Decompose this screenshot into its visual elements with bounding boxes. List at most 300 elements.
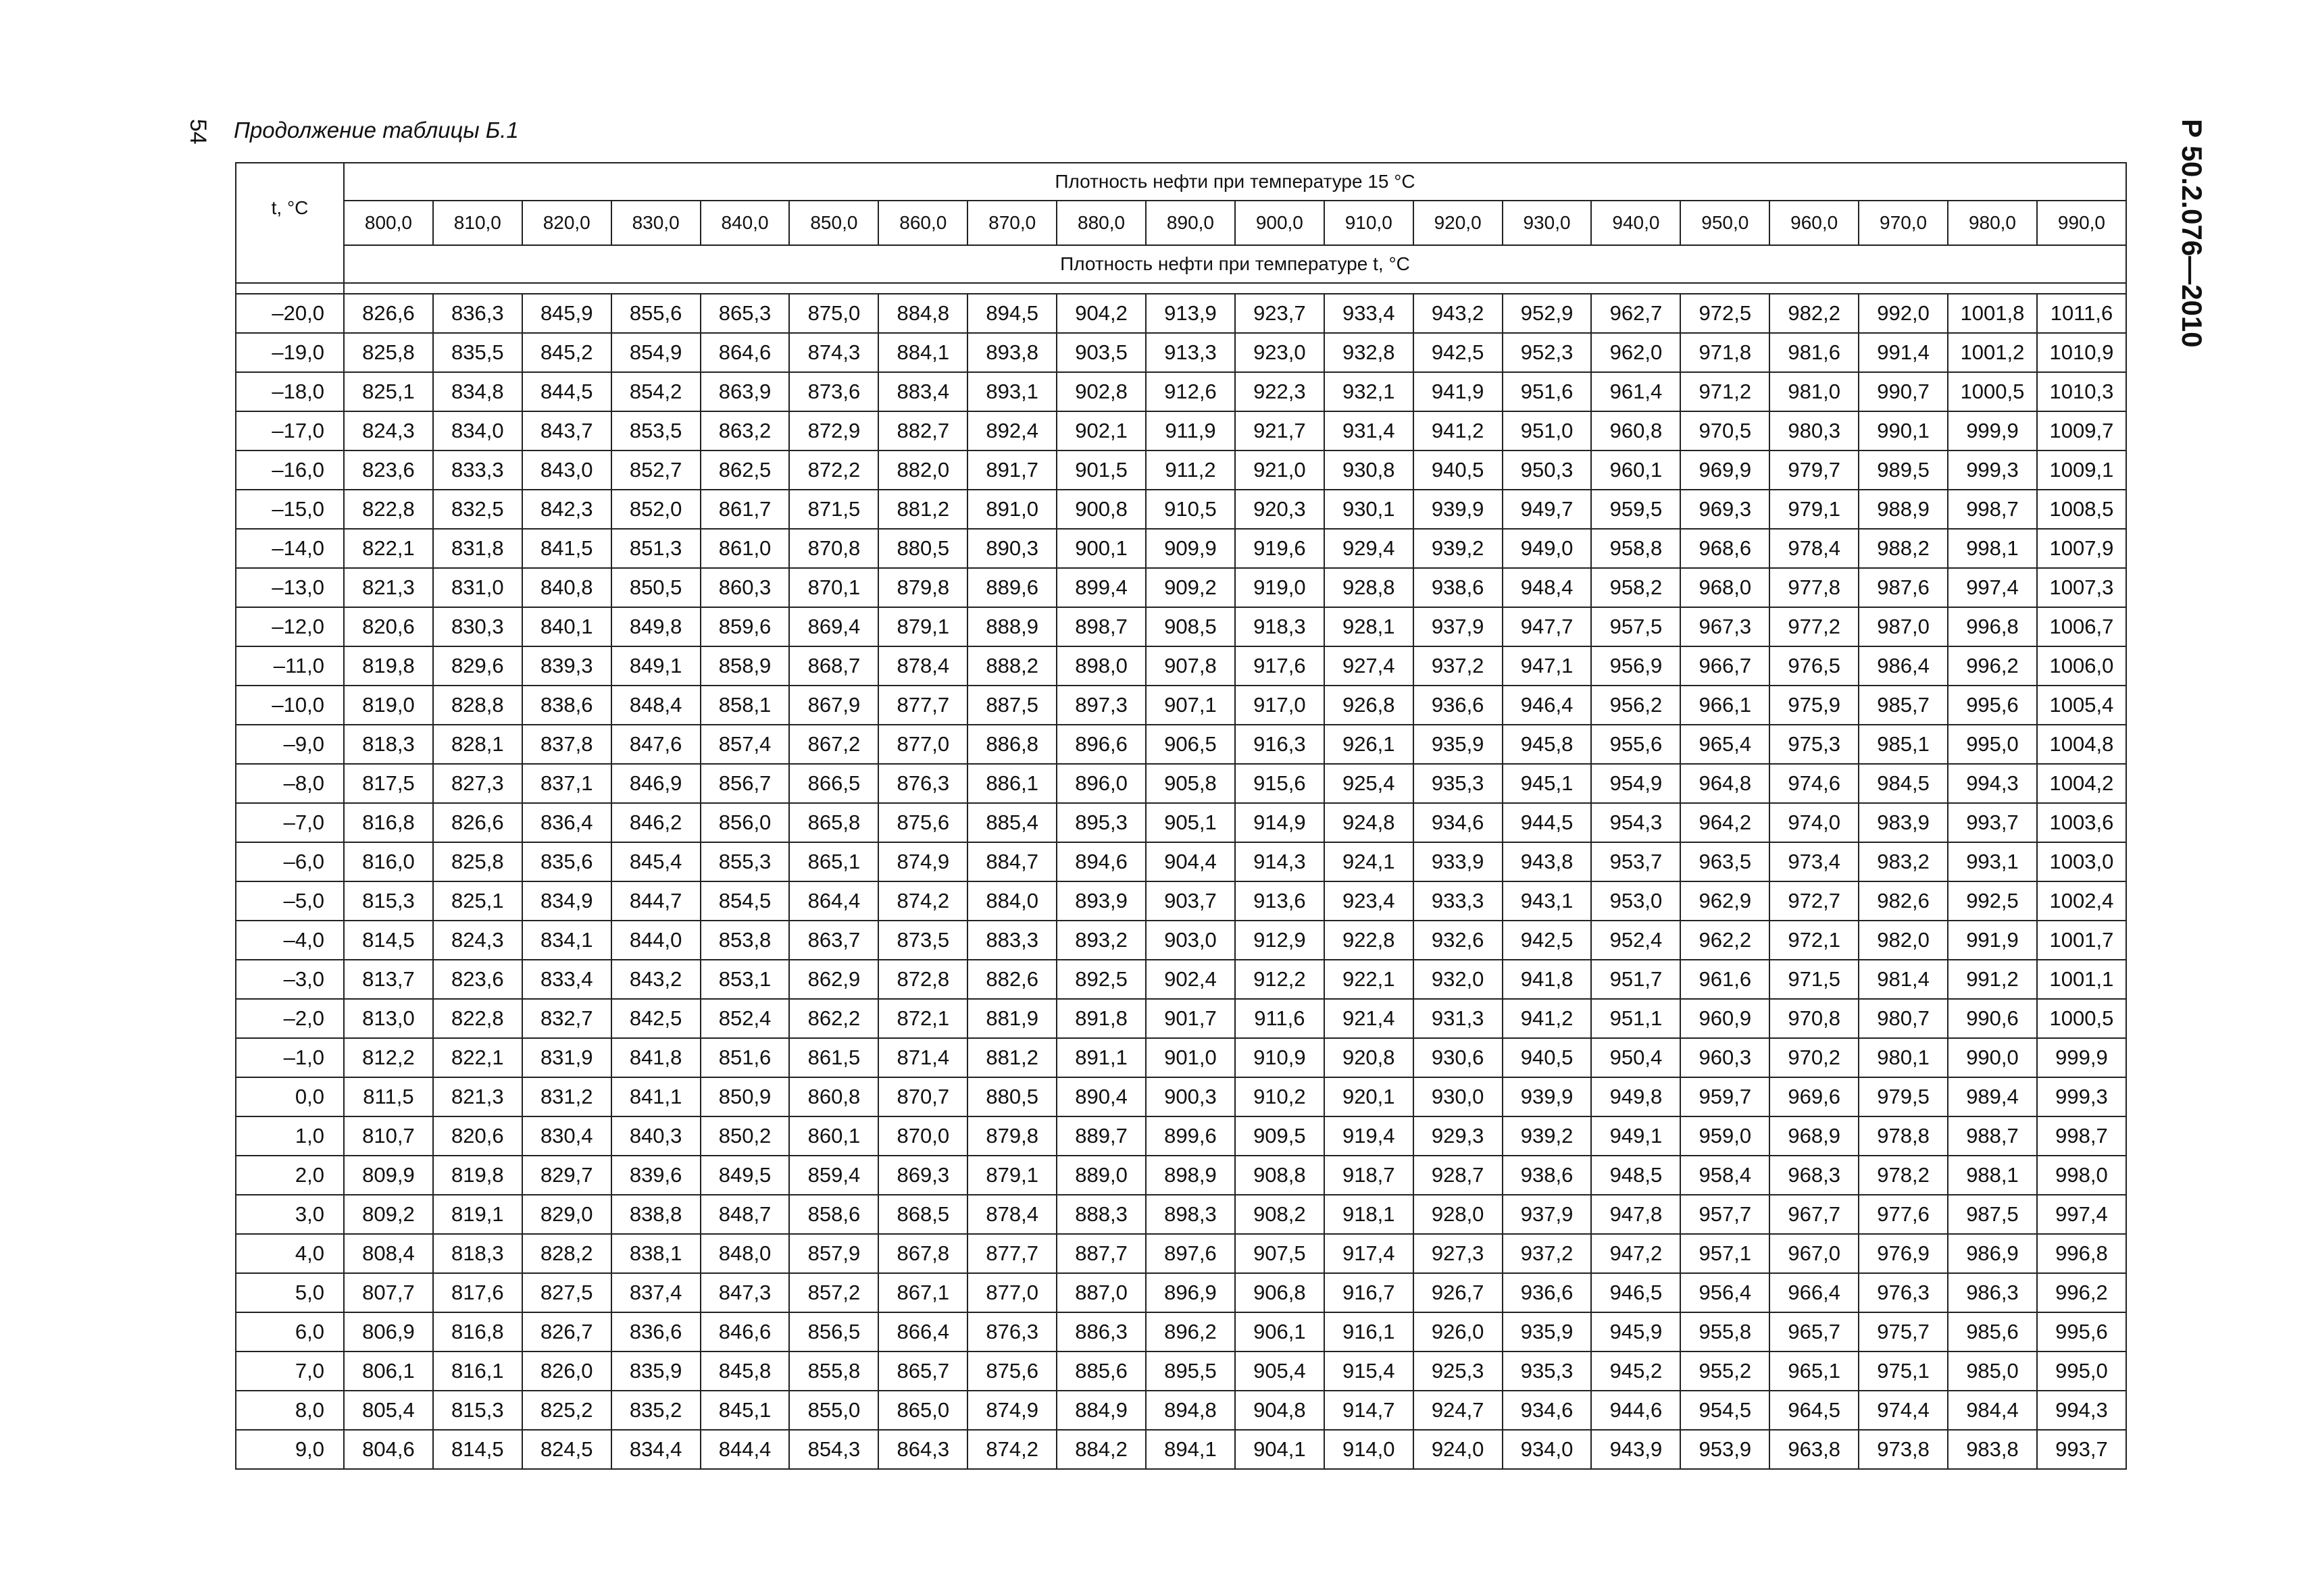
density-cell: 957,1 xyxy=(1680,1234,1769,1273)
density-cell: 872,9 xyxy=(789,411,878,451)
density-column-header: 910,0 xyxy=(1324,201,1413,245)
density-cell: 969,9 xyxy=(1680,451,1769,490)
density-column-header: 870,0 xyxy=(967,201,1057,245)
density-cell: 946,4 xyxy=(1503,686,1592,725)
density-cell: 934,6 xyxy=(1413,803,1503,842)
density-cell: 967,7 xyxy=(1769,1195,1859,1234)
density-column-header: 820,0 xyxy=(522,201,611,245)
density-cell: 988,7 xyxy=(1948,1116,2037,1156)
density-cell: 875,6 xyxy=(967,1352,1057,1391)
density-cell: 824,3 xyxy=(433,921,522,960)
density-cell: 828,2 xyxy=(522,1234,611,1273)
density-cell: 825,2 xyxy=(522,1391,611,1430)
density-cell: 805,4 xyxy=(344,1391,433,1430)
density-cell: 991,4 xyxy=(1859,333,1948,372)
density-cell: 923,4 xyxy=(1324,881,1413,921)
density-cell: 814,5 xyxy=(433,1430,522,1469)
density-cell: 977,6 xyxy=(1859,1195,1948,1234)
density-cell: 855,3 xyxy=(701,842,790,881)
density-cell: 806,1 xyxy=(344,1352,433,1391)
temperature-cell: –9,0 xyxy=(236,725,344,764)
density-cell: 894,5 xyxy=(967,294,1057,333)
density-cell: 1003,6 xyxy=(2037,803,2126,842)
temperature-column-header: t, °C xyxy=(236,163,344,283)
table-row xyxy=(236,999,2126,1038)
density-cell: 991,2 xyxy=(1948,960,2037,999)
density-cell: 914,3 xyxy=(1235,842,1324,881)
density-cell: 901,5 xyxy=(1057,451,1146,490)
temperature-cell: –11,0 xyxy=(236,646,344,686)
density-cell: 906,8 xyxy=(1235,1273,1324,1312)
density-cell: 979,5 xyxy=(1859,1077,1948,1116)
density-cell: 956,4 xyxy=(1680,1273,1769,1312)
density-cell: 935,3 xyxy=(1503,1352,1592,1391)
density-cell: 862,9 xyxy=(789,960,878,999)
density-cell: 907,1 xyxy=(1146,686,1235,725)
density-cell: 821,3 xyxy=(433,1077,522,1116)
density-cell: 816,8 xyxy=(433,1312,522,1352)
density-cell: 923,7 xyxy=(1235,294,1324,333)
density-column-header: 800,0 xyxy=(344,201,433,245)
density-cell: 925,3 xyxy=(1413,1352,1503,1391)
temperature-cell: 4,0 xyxy=(236,1234,344,1273)
density-cell: 837,8 xyxy=(522,725,611,764)
density-cell: 884,2 xyxy=(1057,1430,1146,1469)
density-cell: 965,1 xyxy=(1769,1352,1859,1391)
density-cell: 948,4 xyxy=(1503,568,1592,607)
density-cell: 869,4 xyxy=(789,607,878,646)
density-cell: 924,7 xyxy=(1413,1391,1503,1430)
density-cell: 952,4 xyxy=(1591,921,1680,960)
density-column-header: 920,0 xyxy=(1413,201,1503,245)
density-cell: 980,7 xyxy=(1859,999,1948,1038)
density-cell: 919,0 xyxy=(1235,568,1324,607)
density-cell: 884,8 xyxy=(878,294,967,333)
density-cell: 921,0 xyxy=(1235,451,1324,490)
density-cell: 877,7 xyxy=(967,1234,1057,1273)
density-cell: 1001,7 xyxy=(2037,921,2126,960)
temperature-cell: 1,0 xyxy=(236,1116,344,1156)
density-cell: 878,4 xyxy=(967,1195,1057,1234)
density-cell: 968,0 xyxy=(1680,568,1769,607)
density-cell: 829,6 xyxy=(433,646,522,686)
density-cell: 863,9 xyxy=(701,372,790,411)
density-cell: 1001,1 xyxy=(2037,960,2126,999)
temperature-cell: –17,0 xyxy=(236,411,344,451)
density-cell: 881,9 xyxy=(967,999,1057,1038)
density-cell: 988,9 xyxy=(1859,490,1948,529)
density-table xyxy=(235,162,2127,1470)
table-row xyxy=(236,764,2126,803)
density-cell: 837,4 xyxy=(611,1273,701,1312)
density-cell: 908,2 xyxy=(1235,1195,1324,1234)
density-cell: 893,8 xyxy=(967,333,1057,372)
density-cell: 822,8 xyxy=(344,490,433,529)
table-row xyxy=(236,294,2126,333)
density-cell: 943,1 xyxy=(1503,881,1592,921)
density-cell: 959,5 xyxy=(1591,490,1680,529)
density-cell: 838,1 xyxy=(611,1234,701,1273)
density-cell: 1002,4 xyxy=(2037,881,2126,921)
density-cell: 944,5 xyxy=(1503,803,1592,842)
density-cell: 885,6 xyxy=(1057,1352,1146,1391)
density-cell: 913,6 xyxy=(1235,881,1324,921)
density-cell: 859,6 xyxy=(701,607,790,646)
density-cell: 946,5 xyxy=(1591,1273,1680,1312)
density-cell: 955,6 xyxy=(1591,725,1680,764)
density-cell: 987,6 xyxy=(1859,568,1948,607)
density-cell: 995,0 xyxy=(2037,1352,2126,1391)
density-cell: 986,3 xyxy=(1948,1273,2037,1312)
density-cell: 860,1 xyxy=(789,1116,878,1156)
density-cell: 980,3 xyxy=(1769,411,1859,451)
density-cell: 903,5 xyxy=(1057,333,1146,372)
density-cell: 956,2 xyxy=(1591,686,1680,725)
density-cell: 978,4 xyxy=(1769,529,1859,568)
density-cell: 931,3 xyxy=(1413,999,1503,1038)
density-cell: 861,7 xyxy=(701,490,790,529)
density-cell: 899,4 xyxy=(1057,568,1146,607)
table-row xyxy=(236,1273,2126,1312)
density-cell: 988,1 xyxy=(1948,1156,2037,1195)
density-cell: 891,0 xyxy=(967,490,1057,529)
density-cell: 873,6 xyxy=(789,372,878,411)
density-column-header: 960,0 xyxy=(1769,201,1859,245)
density-cell: 951,7 xyxy=(1591,960,1680,999)
density-cell: 901,7 xyxy=(1146,999,1235,1038)
density-cell: 989,5 xyxy=(1859,451,1948,490)
density-cell: 814,5 xyxy=(344,921,433,960)
density-cell: 884,0 xyxy=(967,881,1057,921)
temperature-cell: –5,0 xyxy=(236,881,344,921)
density-cell: 868,5 xyxy=(878,1195,967,1234)
density-cell: 1007,3 xyxy=(2037,568,2126,607)
density-cell: 939,2 xyxy=(1503,1116,1592,1156)
density-cell: 830,3 xyxy=(433,607,522,646)
density-cell: 817,5 xyxy=(344,764,433,803)
density-cell: 888,2 xyxy=(967,646,1057,686)
density-column-header: 940,0 xyxy=(1591,201,1680,245)
temperature-cell: 2,0 xyxy=(236,1156,344,1195)
density-cell: 999,3 xyxy=(1948,451,2037,490)
temperature-cell: 6,0 xyxy=(236,1312,344,1352)
density-cell: 904,8 xyxy=(1235,1391,1324,1430)
density-cell: 880,5 xyxy=(878,529,967,568)
density-cell: 898,0 xyxy=(1057,646,1146,686)
density-cell: 941,2 xyxy=(1413,411,1503,451)
density-cell: 994,3 xyxy=(1948,764,2037,803)
density-cell: 951,1 xyxy=(1591,999,1680,1038)
density-cell: 838,6 xyxy=(522,686,611,725)
density-cell: 950,3 xyxy=(1503,451,1592,490)
density-cell: 879,8 xyxy=(967,1116,1057,1156)
density-cell: 963,8 xyxy=(1769,1430,1859,1469)
density-cell: 835,6 xyxy=(522,842,611,881)
density-cell: 920,1 xyxy=(1324,1077,1413,1116)
density-column-header: 850,0 xyxy=(789,201,878,245)
density-cell: 850,5 xyxy=(611,568,701,607)
density-cell: 841,1 xyxy=(611,1077,701,1116)
density-cell: 824,3 xyxy=(344,411,433,451)
density-cell: 822,1 xyxy=(344,529,433,568)
density-cell: 949,1 xyxy=(1591,1116,1680,1156)
density-cell: 898,7 xyxy=(1057,607,1146,646)
density-cell: 886,8 xyxy=(967,725,1057,764)
density-cell: 867,2 xyxy=(789,725,878,764)
density-cell: 995,6 xyxy=(2037,1312,2126,1352)
density-cell: 858,6 xyxy=(789,1195,878,1234)
table-body xyxy=(236,294,2126,1469)
density-cell: 968,3 xyxy=(1769,1156,1859,1195)
density-cell: 975,3 xyxy=(1769,725,1859,764)
density-cell: 866,5 xyxy=(789,764,878,803)
density-cell: 816,1 xyxy=(433,1352,522,1391)
density-cell: 826,7 xyxy=(522,1312,611,1352)
density-cell: 825,1 xyxy=(433,881,522,921)
table-row xyxy=(236,529,2126,568)
table-row xyxy=(236,881,2126,921)
density-cell: 970,5 xyxy=(1680,411,1769,451)
density-cell: 945,9 xyxy=(1591,1312,1680,1352)
density-cell: 937,9 xyxy=(1503,1195,1592,1234)
density-cell: 945,1 xyxy=(1503,764,1592,803)
density-cell: 818,3 xyxy=(344,725,433,764)
density-cell: 934,0 xyxy=(1503,1430,1592,1469)
density-cell: 942,5 xyxy=(1503,921,1592,960)
density-cell: 912,2 xyxy=(1235,960,1324,999)
density-cell: 927,3 xyxy=(1413,1234,1503,1273)
density-cell: 868,7 xyxy=(789,646,878,686)
density-cell: 904,2 xyxy=(1057,294,1146,333)
density-cell: 870,8 xyxy=(789,529,878,568)
density-cell: 867,1 xyxy=(878,1273,967,1312)
density-cell: 968,9 xyxy=(1769,1116,1859,1156)
density-cell: 897,6 xyxy=(1146,1234,1235,1273)
density-cell: 953,0 xyxy=(1591,881,1680,921)
density-cell: 872,1 xyxy=(878,999,967,1038)
density-column-headers xyxy=(236,201,2126,245)
density-cell: 881,2 xyxy=(967,1038,1057,1077)
density-cell: 939,9 xyxy=(1413,490,1503,529)
table-row xyxy=(236,1352,2126,1391)
density-cell: 860,8 xyxy=(789,1077,878,1116)
density-cell: 978,8 xyxy=(1859,1116,1948,1156)
density-cell: 825,8 xyxy=(344,333,433,372)
temperature-cell: –6,0 xyxy=(236,842,344,881)
density-cell: 1001,2 xyxy=(1948,333,2037,372)
density-cell: 863,2 xyxy=(701,411,790,451)
density-cell: 823,6 xyxy=(344,451,433,490)
temperature-cell: 0,0 xyxy=(236,1077,344,1116)
temperature-cell: –13,0 xyxy=(236,568,344,607)
density-column-header: 950,0 xyxy=(1680,201,1769,245)
density-cell: 954,9 xyxy=(1591,764,1680,803)
density-cell: 993,7 xyxy=(1948,803,2037,842)
density-cell: 844,5 xyxy=(522,372,611,411)
density-cell: 965,7 xyxy=(1769,1312,1859,1352)
density-cell: 929,4 xyxy=(1324,529,1413,568)
density-cell: 905,4 xyxy=(1235,1352,1324,1391)
density-cell: 957,5 xyxy=(1591,607,1680,646)
density-cell: 947,1 xyxy=(1503,646,1592,686)
density-cell: 880,5 xyxy=(967,1077,1057,1116)
density-cell: 861,0 xyxy=(701,529,790,568)
density-cell: 890,3 xyxy=(967,529,1057,568)
density-cell: 924,8 xyxy=(1324,803,1413,842)
density-cell: 844,0 xyxy=(611,921,701,960)
temperature-cell: 9,0 xyxy=(236,1430,344,1469)
density-cell: 900,8 xyxy=(1057,490,1146,529)
density-cell: 945,2 xyxy=(1591,1352,1680,1391)
density-cell: 816,0 xyxy=(344,842,433,881)
density-cell: 963,5 xyxy=(1680,842,1769,881)
density-column-header: 930,0 xyxy=(1503,201,1592,245)
density-cell: 917,6 xyxy=(1235,646,1324,686)
density-cell: 874,2 xyxy=(967,1430,1057,1469)
density-cell: 852,7 xyxy=(611,451,701,490)
density-cell: 860,3 xyxy=(701,568,790,607)
density-cell: 829,0 xyxy=(522,1195,611,1234)
density-cell: 874,2 xyxy=(878,881,967,921)
density-cell: 900,3 xyxy=(1146,1077,1235,1116)
density-cell: 858,1 xyxy=(701,686,790,725)
density-cell: 836,4 xyxy=(522,803,611,842)
density-cell: 947,7 xyxy=(1503,607,1592,646)
density-cell: 846,2 xyxy=(611,803,701,842)
density-cell: 856,5 xyxy=(789,1312,878,1352)
density-cell: 819,0 xyxy=(344,686,433,725)
density-cell: 883,4 xyxy=(878,372,967,411)
density-cell: 923,0 xyxy=(1235,333,1324,372)
density-cell: 947,8 xyxy=(1591,1195,1680,1234)
density-cell: 990,0 xyxy=(1948,1038,2037,1077)
density-cell: 981,6 xyxy=(1769,333,1859,372)
density-cell: 995,6 xyxy=(1948,686,2037,725)
density-cell: 962,2 xyxy=(1680,921,1769,960)
density-cell: 838,8 xyxy=(611,1195,701,1234)
temperature-cell: –10,0 xyxy=(236,686,344,725)
density-cell: 916,1 xyxy=(1324,1312,1413,1352)
density-cell: 841,8 xyxy=(611,1038,701,1077)
density-cell: 804,6 xyxy=(344,1430,433,1469)
density-cell: 884,7 xyxy=(967,842,1057,881)
density-cell: 919,4 xyxy=(1324,1116,1413,1156)
temperature-cell: –1,0 xyxy=(236,1038,344,1077)
density-cell: 808,4 xyxy=(344,1234,433,1273)
density-cell: 831,2 xyxy=(522,1077,611,1116)
density-cell: 845,4 xyxy=(611,842,701,881)
density-cell: 1009,1 xyxy=(2037,451,2126,490)
table-row xyxy=(236,646,2126,686)
density-cell: 819,8 xyxy=(344,646,433,686)
density-cell: 906,5 xyxy=(1146,725,1235,764)
density-cell: 989,4 xyxy=(1948,1077,2037,1116)
density-15c-header: Плотность нефти при температуре 15 °C xyxy=(344,163,2126,201)
density-cell: 908,5 xyxy=(1146,607,1235,646)
density-cell: 972,7 xyxy=(1769,881,1859,921)
density-cell: 954,3 xyxy=(1591,803,1680,842)
table-caption: Продолжение таблицы Б.1 xyxy=(234,118,519,143)
density-cell: 1001,8 xyxy=(1948,294,2037,333)
density-cell: 857,2 xyxy=(789,1273,878,1312)
density-cell: 933,9 xyxy=(1413,842,1503,881)
density-cell: 875,6 xyxy=(878,803,967,842)
density-cell: 813,0 xyxy=(344,999,433,1038)
density-cell: 893,9 xyxy=(1057,881,1146,921)
density-cell: 899,6 xyxy=(1146,1116,1235,1156)
density-cell: 979,1 xyxy=(1769,490,1859,529)
density-cell: 891,1 xyxy=(1057,1038,1146,1077)
density-cell: 909,2 xyxy=(1146,568,1235,607)
table-row xyxy=(236,490,2126,529)
density-cell: 844,4 xyxy=(701,1430,790,1469)
density-cell: 959,7 xyxy=(1680,1077,1769,1116)
table-row xyxy=(236,411,2126,451)
density-column-header: 890,0 xyxy=(1146,201,1235,245)
density-cell: 955,8 xyxy=(1680,1312,1769,1352)
density-cell: 975,1 xyxy=(1859,1352,1948,1391)
density-cell: 914,0 xyxy=(1324,1430,1413,1469)
density-column-header: 840,0 xyxy=(701,201,790,245)
density-cell: 928,7 xyxy=(1413,1156,1503,1195)
density-cell: 941,8 xyxy=(1503,960,1592,999)
density-cell: 895,3 xyxy=(1057,803,1146,842)
table-header xyxy=(236,163,2126,294)
density-cell: 882,6 xyxy=(967,960,1057,999)
density-cell: 877,0 xyxy=(967,1273,1057,1312)
density-cell: 996,2 xyxy=(2037,1273,2126,1312)
density-cell: 903,7 xyxy=(1146,881,1235,921)
density-cell: 897,3 xyxy=(1057,686,1146,725)
density-cell: 966,7 xyxy=(1680,646,1769,686)
density-cell: 865,0 xyxy=(878,1391,967,1430)
density-cell: 815,3 xyxy=(433,1391,522,1430)
density-cell: 910,5 xyxy=(1146,490,1235,529)
density-cell: 845,2 xyxy=(522,333,611,372)
density-cell: 870,7 xyxy=(878,1077,967,1116)
density-cell: 873,5 xyxy=(878,921,967,960)
density-cell: 840,1 xyxy=(522,607,611,646)
density-cell: 956,9 xyxy=(1591,646,1680,686)
density-cell: 852,0 xyxy=(611,490,701,529)
table-row xyxy=(236,1077,2126,1116)
density-column-header: 970,0 xyxy=(1859,201,1948,245)
density-cell: 820,6 xyxy=(433,1116,522,1156)
density-cell: 878,4 xyxy=(878,646,967,686)
density-cell: 887,0 xyxy=(1057,1273,1146,1312)
density-cell: 843,0 xyxy=(522,451,611,490)
density-cell: 886,1 xyxy=(967,764,1057,803)
density-cell: 952,3 xyxy=(1503,333,1592,372)
temperature-cell: 3,0 xyxy=(236,1195,344,1234)
density-cell: 915,4 xyxy=(1324,1352,1413,1391)
density-cell: 834,0 xyxy=(433,411,522,451)
density-cell: 932,8 xyxy=(1324,333,1413,372)
density-cell: 916,3 xyxy=(1235,725,1324,764)
density-cell: 845,1 xyxy=(701,1391,790,1430)
density-cell: 837,1 xyxy=(522,764,611,803)
density-cell: 862,2 xyxy=(789,999,878,1038)
density-cell: 987,0 xyxy=(1859,607,1948,646)
density-cell: 970,2 xyxy=(1769,1038,1859,1077)
density-cell: 845,9 xyxy=(522,294,611,333)
density-cell: 987,5 xyxy=(1948,1195,2037,1234)
density-cell: 889,7 xyxy=(1057,1116,1146,1156)
density-cell: 973,4 xyxy=(1769,842,1859,881)
density-cell: 913,9 xyxy=(1146,294,1235,333)
density-cell: 867,9 xyxy=(789,686,878,725)
density-cell: 856,7 xyxy=(701,764,790,803)
